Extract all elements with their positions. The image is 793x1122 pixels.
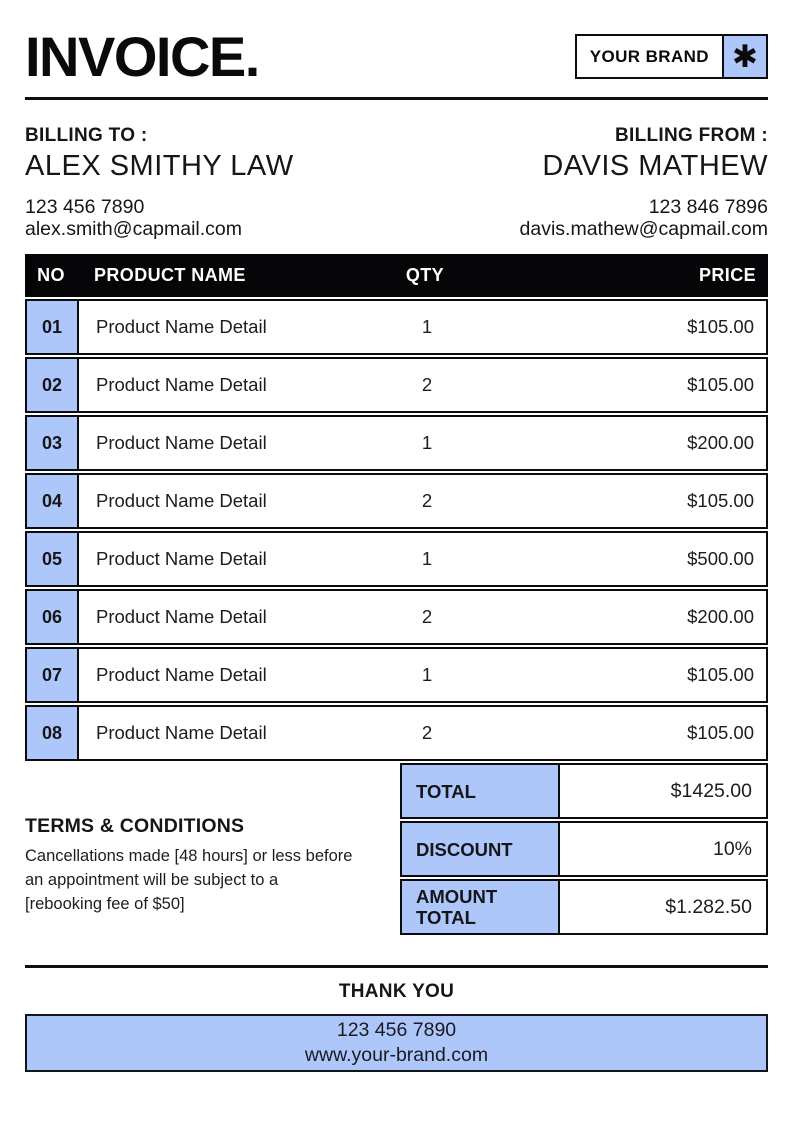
header-divider bbox=[25, 97, 768, 100]
item-price-cell: $500.00 bbox=[687, 548, 754, 570]
billing-from-heading: BILLING FROM : bbox=[614, 124, 768, 146]
summary-label-cell: TOTAL bbox=[402, 765, 560, 817]
summary-table bbox=[400, 763, 768, 937]
item-product-cell: Product Name Detail bbox=[96, 722, 267, 744]
col-header-qty: QTY bbox=[405, 265, 445, 286]
summary-value-cell: 10% bbox=[712, 837, 752, 860]
item-product-cell: Product Name Detail bbox=[96, 490, 267, 512]
item-price-cell: $105.00 bbox=[687, 722, 754, 744]
item-product-cell: Product Name Detail bbox=[96, 548, 267, 570]
billing-section bbox=[25, 125, 768, 242]
table-row bbox=[25, 299, 768, 355]
table-row bbox=[25, 415, 768, 471]
billing-to-contact bbox=[25, 196, 294, 242]
col-header-no: NO bbox=[37, 265, 65, 286]
item-price-cell: $105.00 bbox=[687, 316, 754, 338]
billing-from-contact bbox=[520, 196, 768, 242]
item-product-cell: Product Name Detail bbox=[96, 606, 267, 628]
item-no-cell: 02 bbox=[27, 359, 79, 411]
billing-to-name: ALEX SMITHY LAW bbox=[25, 149, 294, 182]
terms-body: Cancellations made [48 hours] or less before an appointment will be subject to a [rebooking fee of $50] bbox=[25, 847, 353, 914]
item-no-cell: 08 bbox=[27, 707, 79, 759]
item-product-cell: Product Name Detail bbox=[96, 374, 267, 396]
page-title: INVOICE. bbox=[25, 25, 259, 88]
item-no-cell: 06 bbox=[27, 591, 79, 643]
item-qty-cell: 2 bbox=[421, 606, 433, 628]
item-price-cell: $105.00 bbox=[687, 490, 754, 512]
summary-label-cell: DISCOUNT bbox=[402, 823, 560, 875]
item-qty-cell: 2 bbox=[421, 490, 433, 512]
brand-label: YOUR BRAND bbox=[589, 46, 709, 66]
asterisk-icon: ✱ bbox=[722, 36, 766, 77]
terms-heading: TERMS & CONDITIONS bbox=[25, 815, 245, 838]
summary-row bbox=[400, 763, 768, 819]
table-row bbox=[25, 705, 768, 761]
item-price-cell: $105.00 bbox=[687, 374, 754, 396]
summary-value-cell: $1.282.50 bbox=[665, 895, 752, 918]
summary-label-cell: AMOUNT TOTAL bbox=[402, 881, 560, 933]
item-qty-cell: 2 bbox=[421, 722, 433, 744]
footer-contact-bar bbox=[25, 1014, 768, 1072]
col-header-price: PRICE bbox=[698, 265, 756, 286]
thank-you-text: THANK YOU bbox=[338, 981, 455, 1003]
item-price-cell: $200.00 bbox=[687, 432, 754, 454]
billing-from-block bbox=[520, 125, 768, 242]
item-no-cell: 01 bbox=[27, 301, 79, 353]
summary-row bbox=[400, 821, 768, 877]
item-qty-cell: 1 bbox=[421, 548, 433, 570]
table-row bbox=[25, 357, 768, 413]
table-row bbox=[25, 647, 768, 703]
table-row bbox=[25, 473, 768, 529]
item-qty-cell: 1 bbox=[421, 316, 433, 338]
table-row bbox=[25, 589, 768, 645]
item-product-cell: Product Name Detail bbox=[96, 432, 267, 454]
footer-phone: 123 456 7890 bbox=[336, 1018, 457, 1041]
billing-to-phone: 123 456 7890 bbox=[25, 195, 145, 218]
bottom-section bbox=[25, 763, 768, 937]
item-product-cell: Product Name Detail bbox=[96, 316, 267, 338]
item-no-cell: 04 bbox=[27, 475, 79, 527]
billing-to-email: alex.smith@capmail.com bbox=[25, 218, 243, 241]
table-row bbox=[25, 531, 768, 587]
footer-divider bbox=[25, 965, 768, 968]
footer-website: www.your-brand.com bbox=[304, 1044, 489, 1067]
item-price-cell: $200.00 bbox=[687, 606, 754, 628]
billing-to-block bbox=[25, 125, 294, 242]
item-price-cell: $105.00 bbox=[687, 664, 754, 686]
billing-from-name: DAVIS MATHEW bbox=[542, 149, 768, 182]
terms-block bbox=[25, 815, 393, 937]
billing-to-heading: BILLING TO : bbox=[25, 124, 148, 146]
items-table-header bbox=[25, 254, 768, 297]
item-product-cell: Product Name Detail bbox=[96, 664, 267, 686]
summary-value-cell: $1425.00 bbox=[670, 779, 752, 802]
billing-from-phone: 123 846 7896 bbox=[648, 195, 768, 218]
item-qty-cell: 2 bbox=[421, 374, 433, 396]
item-no-cell: 07 bbox=[27, 649, 79, 701]
billing-from-email: davis.mathew@capmail.com bbox=[519, 218, 768, 241]
items-rows bbox=[25, 299, 768, 761]
items-table bbox=[25, 254, 768, 761]
item-no-cell: 05 bbox=[27, 533, 79, 585]
header bbox=[25, 26, 768, 88]
item-qty-cell: 1 bbox=[421, 664, 433, 686]
col-header-product: PRODUCT NAME bbox=[94, 265, 246, 286]
item-qty-cell: 1 bbox=[421, 432, 433, 454]
summary-row bbox=[400, 879, 768, 935]
brand-badge bbox=[575, 34, 768, 79]
item-no-cell: 03 bbox=[27, 417, 79, 469]
